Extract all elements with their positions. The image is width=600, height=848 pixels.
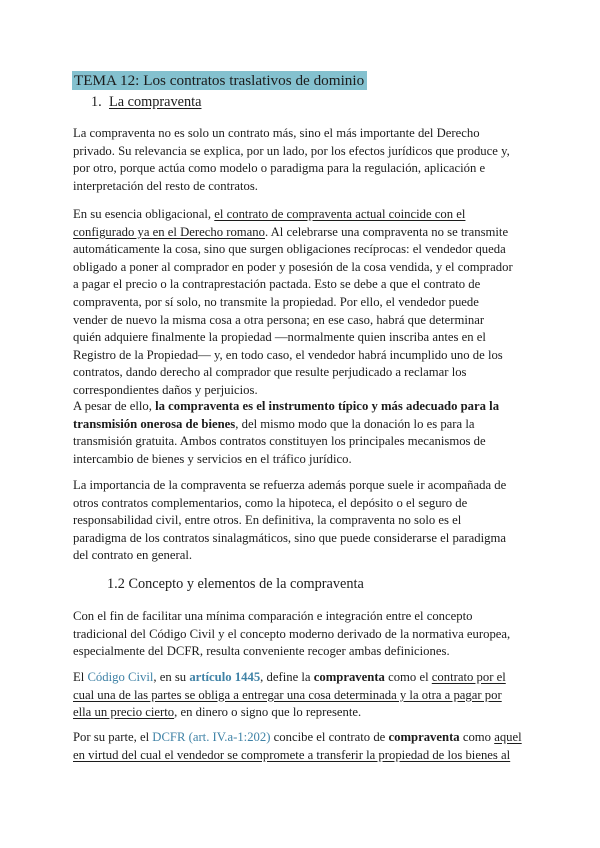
paragraph-1 [73, 125, 527, 195]
paragraph-2 [73, 206, 527, 400]
paragraph-6 [73, 669, 527, 722]
text-line: correspondientes daños y perjuicios. [73, 382, 258, 397]
section-title: La compraventa [109, 94, 202, 110]
text-line [73, 206, 527, 224]
text-line: especialmente del DCFR, resulta conveniente recoger ambas definiciones. [73, 644, 450, 659]
text-line: por otro, porque actúa como modelo o paradigma para la regulación, aplicación e [73, 161, 486, 176]
bold-text: compraventa [313, 670, 385, 684]
codigo-civil-link[interactable]: Código Civil [87, 670, 154, 684]
text-run: , define la [260, 670, 314, 684]
text-line: cual una de las partes se obliga a entregar una cosa determinada y la otra a pagar por [73, 687, 502, 702]
text-line: quién adquiere finalmente la propiedad —normalmente quien inscriba antes en el [73, 330, 486, 345]
text-line: Con el fin de facilitar una mínima comparación e integración entre el concepto [73, 609, 473, 623]
text-line [73, 398, 527, 416]
underlined-text: contrato por el [431, 670, 506, 684]
text-run: , en dinero o signo que lo represente. [174, 705, 362, 720]
paragraph-7 [73, 729, 527, 764]
text-line: otros contratos complementarios, como la hipoteca, el depósito o el seguro de [73, 495, 468, 510]
bold-text: la compraventa es el instrumento típico y más adecuado para la [155, 399, 500, 413]
section-heading-1 [91, 93, 201, 111]
text-run: concibe el contrato de [270, 730, 389, 744]
paragraph-4 [73, 477, 527, 565]
paragraph-5 [73, 608, 527, 661]
dcfr-link[interactable]: DCFR (art. IV.a-1:202) [152, 730, 271, 744]
text-line: vender de nuevo la misma cosa a otra persona; en ese caso, habrá que determinar [73, 312, 485, 327]
text-line: transmisión gratuita. Ambos contratos constituyen los principales mecanismos de [73, 434, 486, 449]
text-line: Registro de la Propiedad— y, en todo caso, el vendedor habrá incumplido uno de los [73, 347, 503, 362]
text-run: como [459, 730, 495, 744]
text-line [73, 416, 527, 434]
text-line: La importancia de la compraventa se refuerza además porque suele ir acompañada de [73, 478, 507, 492]
text-run: , en su [153, 670, 190, 684]
underlined-text: configurado ya en el Derecho romano [73, 224, 265, 239]
paragraph-3 [73, 398, 527, 468]
text-line: paradigma de los contratos sinalagmáticos, sino que puede considerarse el paradigma [73, 530, 506, 545]
text-run: El [73, 670, 88, 684]
text-line: La compraventa no es solo un contrato más, sino el más importante del Derecho [73, 126, 480, 140]
bold-text: compraventa [388, 730, 460, 744]
page-title: TEMA 12: Los contratos traslativos de dominio [72, 71, 367, 90]
bold-text: transmisión onerosa de bienes [73, 416, 236, 431]
text-line: intercambio de bienes y servicios en el tráfico jurídico. [73, 451, 352, 466]
text-run: A pesar de ello, [73, 399, 156, 413]
text-line: en virtud del cual el vendedor se compromete a transferir la propiedad de los bienes al [73, 747, 511, 762]
text-line: tradicional del Código Civil y el concepto moderno derivado de la normativa europea, [73, 626, 511, 641]
text-line [73, 224, 527, 242]
underlined-text: ella un precio cierto [73, 705, 175, 720]
text-line: privado. Su relevancia se explica, por un lado, por los efectos jurídicos que produce y, [73, 143, 510, 158]
underlined-text: aquel [494, 730, 522, 744]
text-run: , del mismo modo que la donación lo es para la [235, 416, 475, 431]
section-heading-2: 1.2 Concepto y elementos de la compraventa [107, 576, 364, 592]
text-line [73, 704, 527, 722]
text-line: compraventa, por sí solo, no transmite la propiedad. Por ello, el vendedor puede [73, 294, 479, 309]
text-run: como el [384, 670, 432, 684]
text-line: responsabilidad civil, entre otros. En definitiva, la compraventa no solo es el [73, 513, 462, 528]
text-line: del contrato en general. [73, 548, 193, 563]
underlined-text: el contrato de compraventa actual coincide con el [214, 207, 466, 221]
text-line [73, 669, 527, 687]
text-line: automáticamente la cosa, sino que surgen obligaciones recíprocas: el vendedor queda [73, 242, 506, 257]
text-line: contratos, dando derecho al comprador que resulte perjudicado a reclamar los [73, 365, 467, 380]
text-run: Por su parte, el [73, 730, 153, 744]
text-run: . Al celebrarse una compraventa no se transmite [265, 224, 509, 239]
text-line: interpretación del resto de contratos. [73, 178, 258, 193]
text-line [73, 729, 527, 747]
text-line: obligado a poner al comprador en poder y posesión de la cosa vendida, y el comprador [73, 259, 513, 274]
section-number: 1. [91, 94, 102, 110]
text-line: a pagar el precio o la contraprestación pactada. Esto se debe a que el contrato de [73, 277, 481, 292]
text-run: En su esencia obligacional, [73, 207, 215, 221]
articulo-1445-link[interactable]: artículo 1445 [189, 670, 261, 684]
